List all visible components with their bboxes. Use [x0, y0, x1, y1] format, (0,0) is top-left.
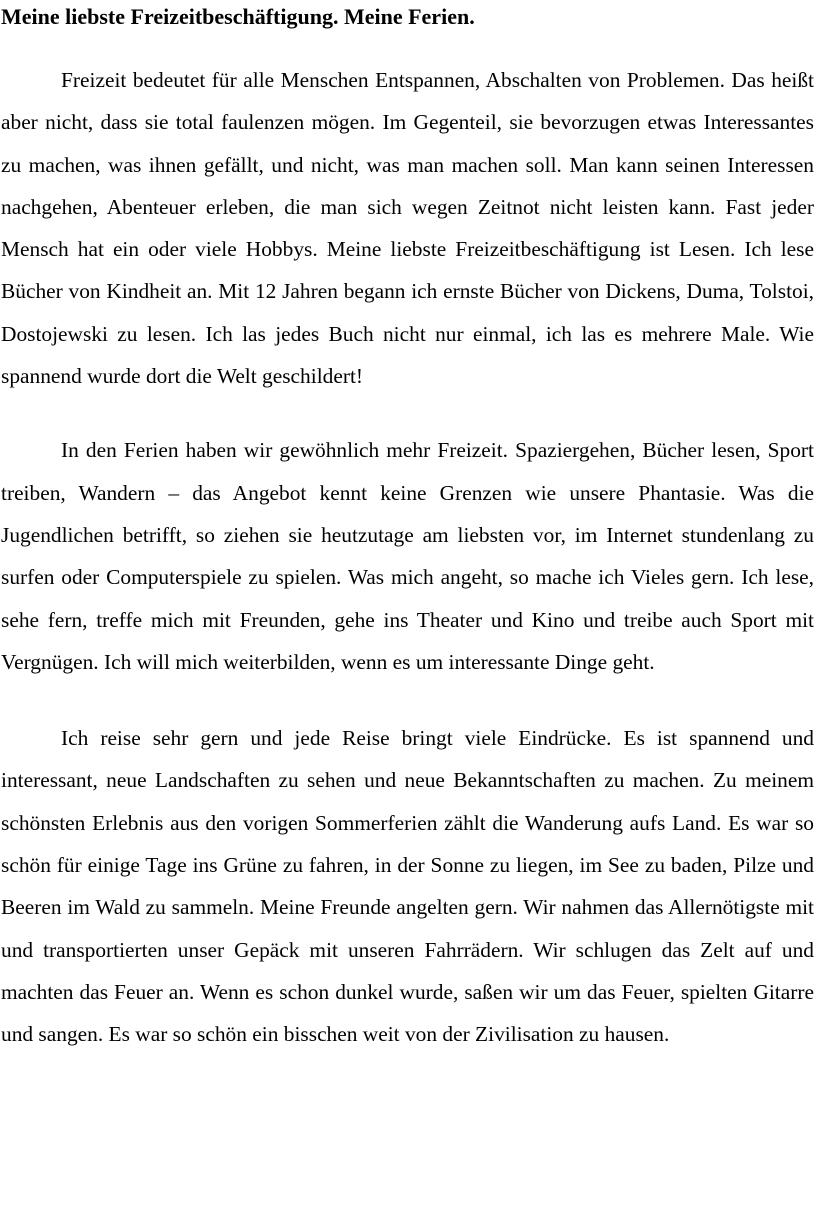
paragraph-ferien: In den Ferien haben wir gewöhnlich mehr Freizeit. Spaziergehen, Bücher lesen, Sport treiben, Wandern – das Angebot kennt keine Grenzen wie unsere Phantasie. Was die Jugendlichen betrifft, so ziehen sie heutzutage am liebsten vor, im Internet stundenlang zu surfen oder Computerspiele zu spielen. Was mich angeht, so mache ich Vieles gern. Ich lese, sehe fern, treffe mich mit Freunden, gehe ins Theater und Kino und treibe auch Sport mit Vergnügen. Ich will mich weiterbilden, wenn es um interessante Dinge geht.	[1, 438, 814, 674]
paragraph-freizeit: Freizeit bedeutet für alle Menschen Entspannen, Abschalten von Problemen. Das heißt aber nicht, dass sie total faulenzen mögen. Im Gegenteil, sie bevorzugen etwas Interessantes zu machen, was ihnen gefällt, und nicht, was man machen soll. Man kann seinen Interessen nachgehen, Abenteuer erleben, die man sich wegen Zeitnot nicht leisten kann. Fast jeder Mensch hat ein oder viele Hobbys. Meine liebste Freizeitbeschäftigung ist Lesen. Ich lese Bücher von Kindheit an. Mit 12 Jahren begann ich ernste Bücher von Dickens, Duma, Tolstoi, Dostojewski zu lesen. Ich las jedes Buch nicht nur einmal, ich las es mehrere Male. Wie spannend wurde dort die Welt geschildert!	[1, 68, 814, 389]
document-title: Meine liebste Freizeitbeschäftigung. Meine Ferien.	[1, 4, 475, 29]
paragraph-reisen: Ich reise sehr gern und jede Reise bringt viele Eindrücke. Es ist spannend und interessant, neue Landschaften zu sehen und neue Bekanntschaften zu machen. Zu meinem schönsten Erlebnis aus den vorigen Sommerferien zählt die Wanderung aufs Land. Es war so schön für einige Tage ins Grüne zu fahren, in der Sonne zu liegen, im See zu baden, Pilze und Beeren im Wald zu sammeln. Meine Freunde angelten gern. Wir nahmen das Allernötigste mit und transportierten unser Gepäck mit unseren Fahrrädern. Wir schlugen das Zelt auf und machten das Feuer an. Wenn es schon dunkel wurde, saßen wir um das Feuer, spielten Gitarre und sangen. Es war so schön ein bisschen weit von der Zivilisation zu hausen.	[1, 726, 814, 1047]
